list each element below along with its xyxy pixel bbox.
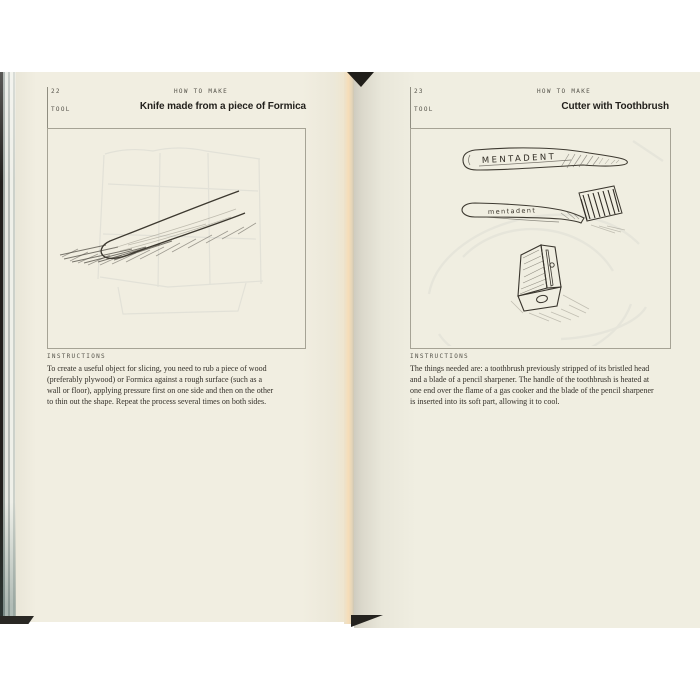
book-gutter [344, 72, 354, 624]
brand-label-upper: MENTADENT [481, 152, 557, 166]
knife-sketch [48, 129, 304, 346]
pencil-sharpener [511, 245, 589, 322]
sharpener-blade-slot [546, 250, 553, 286]
right-margin-rule [410, 87, 411, 128]
spine-notch-bottom [351, 615, 383, 639]
right-instructions-text [410, 363, 654, 407]
toothbrush-sharpener-sketch [411, 129, 669, 346]
right-running-head: HOW TO MAKE [537, 88, 592, 95]
left-running-head: HOW TO MAKE [174, 88, 229, 95]
right-instructions-line: and a blade of a pencil sharpener. The handle of the toothbrush is heated at [410, 375, 650, 384]
ghost-swirls [429, 141, 663, 346]
right-page-title: Cutter with Toothbrush [561, 101, 669, 112]
left-page-title: Knife made from a piece of Formica [139, 101, 306, 112]
left-instructions-line: To create a useful object for slicing, you need to rub a piece of wood [47, 364, 267, 373]
knife-blade-outline [101, 191, 245, 258]
right-instructions-line: one end over the flame of a gas cooker and the blade of the pencil sharpener [410, 386, 654, 395]
fore-edge-shading [0, 72, 17, 623]
right-category-label: TOOL [414, 106, 434, 113]
brand-label-lower: mentadent [487, 206, 537, 216]
knife-shadow-dark [60, 241, 172, 263]
left-instructions-line: (preferably plywood) or Formica against a rough surface (such as a [47, 375, 263, 384]
right-page-number: 23 [414, 88, 424, 95]
sharpener-pencil-hole [536, 294, 548, 303]
stripped-toothbrush-handle [463, 148, 627, 170]
stub-shading [599, 158, 619, 164]
cover-corner [0, 616, 34, 624]
right-instructions-label: INSTRUCTIONS [410, 353, 469, 360]
right-instructions-line: is inserted into its soft part, allowing it to cool. [410, 397, 560, 406]
left-instructions-line: wall or floor), applying pressure first on one side and then on the other [47, 386, 274, 395]
spine-notch-top [347, 72, 374, 87]
left-page-number: 22 [51, 88, 61, 95]
right-instructions-line: The things needed are: a toothbrush previously stripped of its bristled head [410, 364, 650, 373]
left-category-label: TOOL [51, 106, 71, 113]
left-instructions-text [47, 363, 273, 407]
left-margin-rule [47, 87, 48, 128]
left-instructions-line: to thin out the shape. Repeat the process several times on both sides. [47, 397, 267, 406]
full-toothbrush [462, 186, 625, 233]
head-shadow [591, 225, 625, 233]
left-instructions-label: INSTRUCTIONS [47, 353, 106, 360]
